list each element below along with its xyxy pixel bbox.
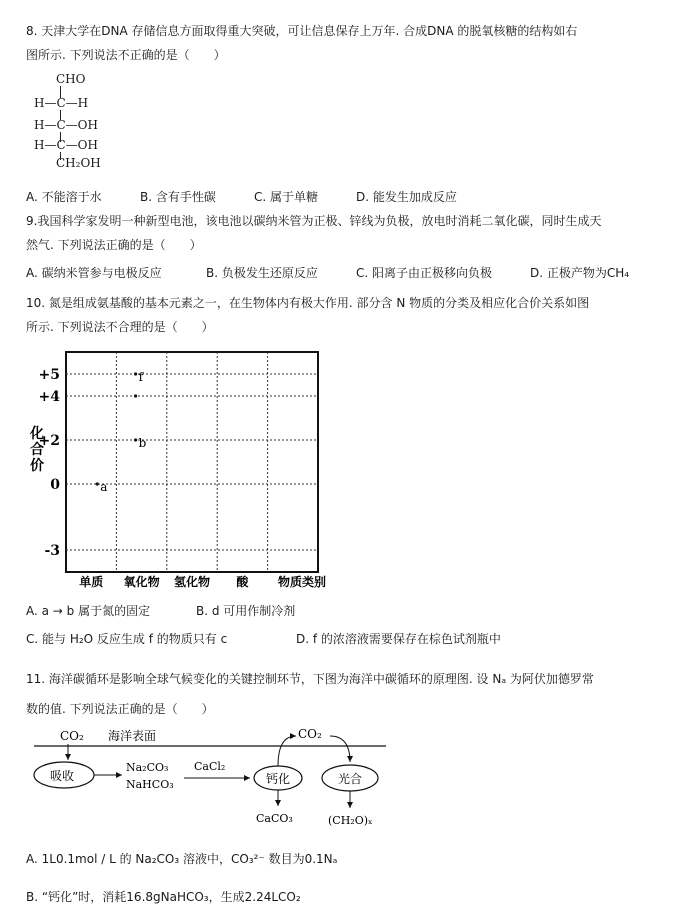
q9-option-c: C. 阳离子由正极移向负极 (356, 266, 493, 280)
q8-line2: 图所示. 下列说法不正确的是（ ） (26, 48, 226, 62)
q11-line2: 数的值. 下列说法正确的是（ ） (26, 702, 214, 716)
q8-option-c: C. 属于单糖 (254, 190, 319, 204)
ylabel-3: 价 (30, 458, 44, 474)
nahco3-label: NaHCO₃ (126, 778, 174, 791)
point-c (134, 394, 137, 397)
ocean-surface-label: 海洋表面 (108, 729, 157, 743)
q11-option-b: B. “钙化”时，消耗16.8gNaHCO₃，生成2.24LCO₂ (26, 890, 301, 904)
carbon-cycle-diagram (24, 722, 404, 832)
cacl2-label: CaCl₂ (194, 760, 226, 773)
caco3-label: CaCO₃ (256, 812, 293, 825)
y-tick-label: -3 (44, 543, 60, 559)
x-category-label: 氢化物 (173, 575, 211, 589)
point-f (134, 372, 137, 375)
point-a (96, 482, 99, 485)
q9-option-d: D. 正极产物为CH₄ (530, 266, 630, 280)
calcify-label: 钙化 (266, 772, 291, 786)
q8-option-d: D. 能发生加成反应 (356, 190, 457, 204)
q9-line1: 9.我国科学家发明一种新型电池，该电池以碳纳米管为正极、锌线为负极，放电时消耗二氧化碳，同时生成天 (26, 214, 602, 228)
structure-row1: H—C—H (34, 96, 89, 110)
q8-option-a: A. 不能溶于水 (26, 190, 102, 204)
photosynthesis-label: 光合 (338, 772, 363, 786)
co2-left: CO₂ (60, 729, 84, 743)
ylabel-1: 化 (30, 426, 44, 442)
structure-cho: CHO (56, 72, 86, 86)
co2-top: CO₂ (298, 727, 322, 741)
q11-option-a: A. 1L0.1mol / L 的 Na₂CO₃ 溶液中，CO₃²⁻ 数目为0.1Nₐ (26, 852, 338, 866)
q10-option-b: B. d 可用作制冷剂 (196, 604, 296, 618)
structure-row2: H—C—OH (34, 118, 98, 132)
q9-option-b: B. 负极发生还原反应 (206, 266, 318, 280)
q10-option-c: C. 能与 H₂O 反应生成 f 的物质只有 c (26, 632, 228, 646)
x-category-label: 氧化物 (123, 575, 160, 589)
point-b (134, 438, 137, 441)
q10-line2: 所示. 下列说法不合理的是（ ） (26, 320, 214, 334)
x-category-label: 酸 (236, 575, 249, 589)
q11-line1: 11. 海洋碳循环是影响全球气候变化的关键控制环节，下图为海洋中碳循环的原理图. 设 Nₐ 为阿伏加德罗常 (26, 672, 594, 686)
q10-option-d: D. f 的浓溶液需要保存在棕色试剂瓶中 (296, 632, 501, 646)
na2co3-label: Na₂CO₃ (126, 761, 169, 774)
y-tick-label: +4 (38, 389, 60, 405)
q8-line1: 8. 天津大学在DNA 存储信息方面取得重大突破，可让信息保存上万年. 合成DNA 的脱氧核糖的结构如右 (26, 24, 578, 38)
structure-row3: H—C—OH (34, 138, 98, 152)
x-category-label: 单质 (79, 575, 104, 589)
q10-line1: 10. 氮是组成氨基酸的基本元素之一，在生物体内有极大作用. 部分含 N 物质的分类及相应化合价关系如图 (26, 296, 590, 310)
q9-line2: 然气. 下列说法正确的是（ ） (26, 238, 202, 252)
chart-frame (66, 352, 318, 572)
absorb-label: 吸收 (50, 769, 75, 783)
ylabel-2: 合 (30, 442, 44, 458)
y-tick-label: 0 (50, 477, 60, 493)
valence-chart (20, 340, 350, 590)
point-label-a: a (100, 480, 108, 494)
structure-ch2oh: CH₂OH (56, 156, 101, 170)
chart-xlabel: 物质类别 (278, 575, 327, 589)
q10-option-a: A. a → b 属于氮的固定 (26, 604, 151, 618)
q9-option-a: A. 碳纳米管参与电极反应 (26, 266, 162, 280)
point-label-f: f (138, 370, 144, 384)
y-tick-label: +2 (38, 433, 60, 449)
ch2o-label: (CH₂O)ₓ (328, 814, 373, 827)
y-tick-label: +5 (38, 367, 60, 383)
q8-option-b: B. 含有手性碳 (140, 190, 216, 204)
point-label-b: b (138, 436, 147, 450)
